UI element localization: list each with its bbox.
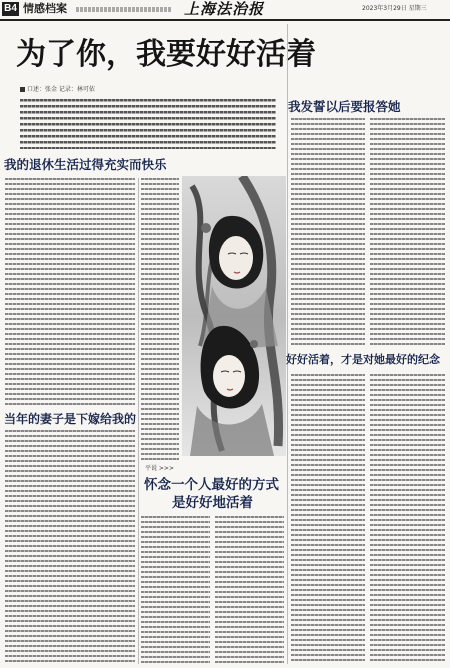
section-head-vow-to-repay: 我发誓以后要报答她 — [288, 99, 401, 114]
column-divider — [287, 24, 288, 664]
lower-figure-face — [213, 355, 245, 397]
section-head-wife-married-down: 当年的妻子是下嫁给我的 — [4, 412, 137, 426]
hair-flower — [250, 340, 258, 348]
intro-paragraph — [20, 99, 276, 149]
column-label: 平说 >>> — [145, 465, 174, 472]
page-number-badge: B4 — [2, 2, 19, 16]
byline-square-icon — [20, 87, 25, 92]
section-head-remembering-line2: 是好好地活着 — [172, 495, 253, 511]
body-text-column — [215, 516, 284, 664]
newspaper-masthead: 上海法治报 — [184, 0, 265, 18]
section-head-live-well: 好好活着，才是对她最好的纪念 — [286, 353, 440, 366]
editor-fineprint — [76, 7, 171, 12]
article-title: 为了你，我要好好活着 — [16, 37, 316, 72]
article-byline — [20, 86, 95, 94]
body-text-column — [370, 374, 445, 664]
header-divider — [0, 19, 450, 21]
body-text-column — [141, 516, 210, 664]
column-divider — [138, 178, 139, 664]
issue-date: 2023年3月29日 星期三 — [362, 5, 427, 12]
body-text-column — [291, 374, 365, 664]
body-text-column — [291, 118, 365, 346]
body-text-column — [370, 118, 445, 346]
body-text-column — [141, 178, 179, 460]
body-text-column — [5, 430, 135, 664]
hair-flower — [201, 223, 211, 233]
body-text-column — [5, 178, 135, 405]
byline-text: 口述：张金 记录：林可依 — [27, 86, 95, 93]
article-illustration — [182, 176, 286, 456]
section-head-retirement: 我的退休生活过得充实而快乐 — [4, 157, 167, 172]
section-name: 情感档案 — [23, 2, 67, 15]
section-head-remembering-line1: 怀念一个人最好的方式 — [144, 477, 279, 493]
